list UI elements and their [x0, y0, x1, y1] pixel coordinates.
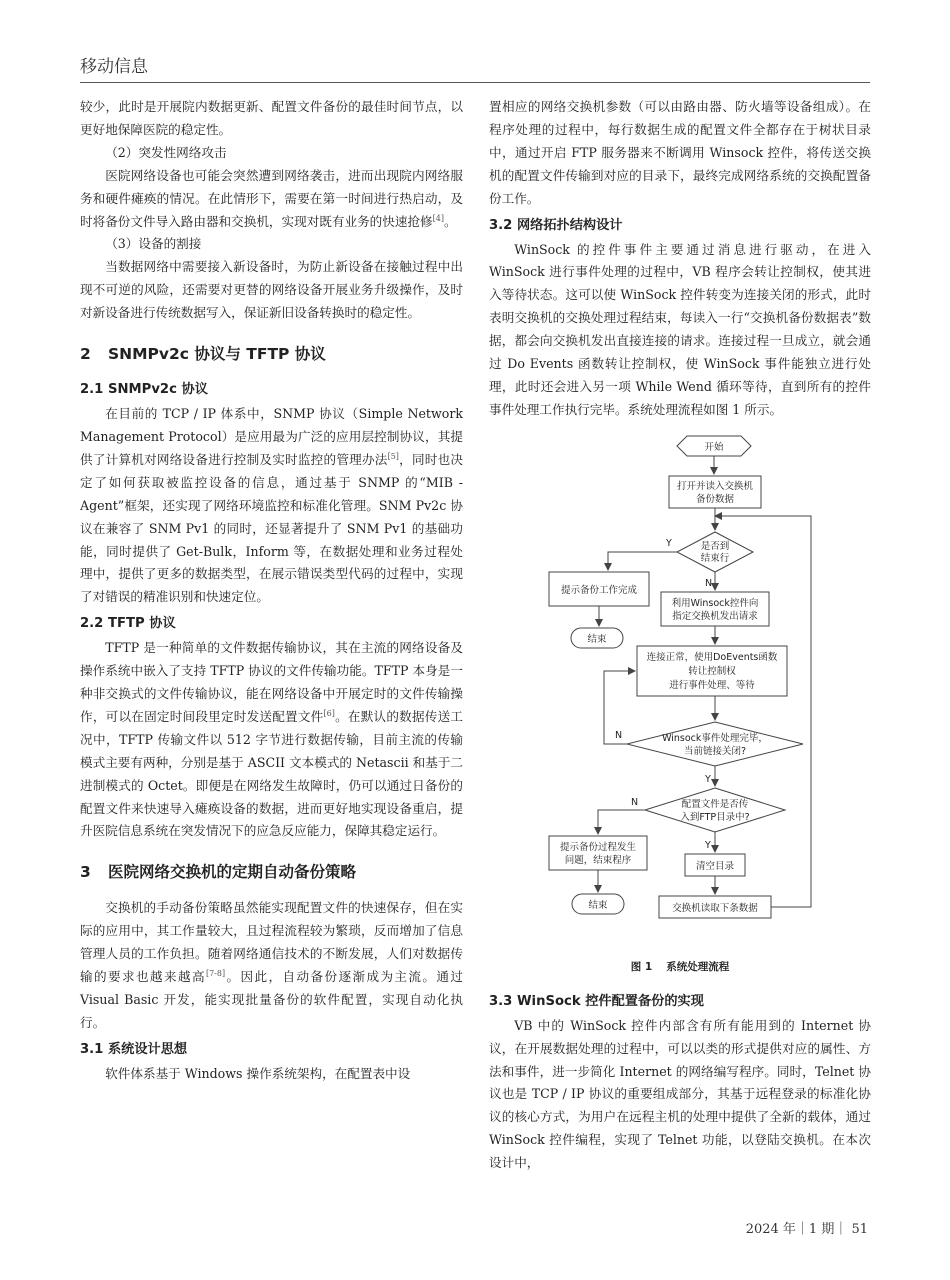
- svg-text:备份数据: 备份数据: [695, 493, 735, 505]
- svg-text:交换机读取下条数据: 交换机读取下条数据: [672, 902, 758, 914]
- svg-text:入到FTP目录中?: 入到FTP目录中?: [680, 811, 750, 823]
- section-heading: 3 医院网络交换机的定期自动备份策略: [80, 863, 357, 882]
- citation: [7-8]: [205, 968, 226, 978]
- paragraph: 医院网络设备也可能会突然遭到网络袭击，进而出现院内网络服务和硬件瘫痪的情况。在此情形下，需要在第一时间进行热启动，及时将备份文件导入路由器和交换机，实现对既有业务的快速抢修[4]。: [80, 167, 463, 229]
- svg-text:Y: Y: [705, 839, 711, 851]
- svg-text:问题，结束程序: 问题，结束程序: [564, 854, 632, 866]
- paragraph: 交换机的手动备份策略虽然能实现配置文件的快速保存，但在实际的应用中，其工作量较大，且过程流程较为繁琐，反而增加了信息管理人员的工作负担。随着网络通信技术的不断发展，人们对数据传输的要求也越来越高[7-8]。因此，自动备份逐渐成为主流。通过 Visual Basic 开发，能实现批量备份的软件配置，实现自动化执行。: [80, 900, 464, 1030]
- svg-text:清空目录: 清空目录: [695, 860, 735, 872]
- svg-text:Y: Y: [666, 537, 672, 549]
- svg-text:配置文件是否传: 配置文件是否传: [681, 798, 749, 810]
- svg-text:N: N: [615, 729, 623, 741]
- svg-text:转让控制权: 转让控制权: [688, 665, 736, 677]
- paragraph: VB 中的 WinSock 控件内部含有所有能用到的 Internet 协议，在开展数据处理的过程中，可以以类的形式提供对应的属性、方法和事件，进一步简化 Internet 的网络编写程序。同时，Telnet 协议也是 TCP / IP 协议的重要组成部分，其基于远程登录的标准化协议的核心方式，为用户在远程主机的处理中提供了全新的载体，通过 WinSock 控件编程，实现了 Telnet 功能，以登陆交换机。在本次设计中，: [489, 1017, 871, 1171]
- flowchart-svg: [489, 434, 871, 954]
- paragraph: 在目前的 TCP / IP 体系中，SNMP 协议（Simple Network Management Protocol）是应用最为广泛的应用层控制协议，其提供了计算机对网络设备进行控制及实时监控的管理办法[5]，同时也决定了如何获取被监控设备的信息，通过基于 SNMP 的“MIB - Agent”框架，还实现了网络环境监控和标准化管理。SNM Pv2c 协议在兼容了 SNM Pv1 的同时，还显著提升了 SNM Pv1 的基础功能，同时提供了 Get-Bulk，Inform 等，在数据处理和业务过程处理中，提供了更多的数据类型，在展示错误类型代码的过程中，实现了对错误的精准识别和快速定位。: [80, 406, 464, 605]
- page-footer: 2024 年｜1 期｜ 51: [745, 1222, 868, 1237]
- subsection-heading: 2.1 SNMPv2c 协议: [80, 382, 208, 398]
- svg-text:进行事件处理、等待: 进行事件处理、等待: [669, 679, 755, 691]
- journal-title: 移动信息: [80, 57, 148, 77]
- svg-text:结束: 结束: [588, 899, 608, 911]
- winsock-decision: [627, 722, 803, 766]
- paragraph: 置相应的网络交换机参数（可以由路由器、防火墙等设备组成）。在程序处理的过程中，每行数据生成的配置文件全都存在于树状目录中，通过开启 FTP 服务器来不断调用 Winsock 控件，将传送交换机的配置文件传输到对应的目录下，最终完成网络系统的交换配置备份工作。: [489, 99, 871, 206]
- svg-text:打开并读入交换机: 打开并读入交换机: [676, 480, 754, 492]
- citation: [5]: [387, 451, 399, 461]
- figure-caption: 图 1 系统处理流程: [630, 960, 730, 973]
- subsection-heading: 3.2 网络拓扑结构设计: [489, 217, 623, 233]
- svg-text:提示备份工作完成: 提示备份工作完成: [560, 584, 638, 596]
- paragraph: WinSock 的控件事件主要通过消息进行驱动，在进入 WinSock 进行事件处理的过程中，VB 程序会转让控制权，使其进入等待状态。这可以使 WinSock 控件转变为连接关闭的形式，此时表明交换机的交换处理过程结束，每读入一行“交换机备份数据表”数据，都会向交换机发出直接连接的请求。连接过程一旦成立，就会通过 Do Events 函数转让控制权，使 WinSock 事件能独立进行处理，此时还会进入另一项 While Wend 循环等待，直到所有的控件事件处理工作执行完毕。系统处理流程如图 1 所示。: [489, 241, 871, 417]
- subsection-heading: 3.3 WinSock 控件配置备份的实现: [489, 993, 704, 1009]
- list-item-heading: （3）设备的割接: [105, 236, 202, 252]
- config-decision: [645, 788, 785, 832]
- svg-text:Winsock事件处理完毕，: Winsock事件处理完毕，: [662, 732, 768, 744]
- svg-text:利用Winsock控件向: 利用Winsock控件向: [671, 597, 759, 609]
- figure-flowchart: [489, 434, 871, 954]
- section-heading: 2 SNMPv2c 协议与 TFTP 协议: [80, 345, 326, 364]
- list-item-heading: （2）突发性网络攻击: [105, 144, 227, 160]
- paragraph: 较少，此时是开展院内数据更新、配置文件备份的最佳时间节点，以更好地保障医院的稳定性。: [80, 99, 463, 137]
- subsection-heading: 2.2 TFTP 协议: [80, 616, 176, 632]
- svg-text:指定交换机发出请求: 指定交换机发出请求: [672, 610, 758, 622]
- citation: [4]: [432, 213, 444, 223]
- svg-text:提示备份过程发生: 提示备份过程发生: [559, 841, 637, 853]
- end-row-decision: [677, 532, 753, 572]
- svg-text:结束行: 结束行: [700, 552, 730, 564]
- paragraph: 当数据网络中需要接入新设备时，为防止新设备在接触过程中出现不可逆的风险，还需要对更替的网络设备开展业务升级操作，及时对新设备进行传统数据写入，保证新旧设备转换时的稳定性。: [80, 259, 463, 321]
- svg-text:结束: 结束: [587, 633, 607, 645]
- paragraph: TFTP 是一种简单的文件数据传输协议，其在主流的网络设备及操作系统中嵌入了支持 TFTP 协议的文件传输功能。TFTP 本身是一种非交换式的文件传输协议，能在网络设备中开展定时的文件传输操作，可以在固定时间段里定时发送配置文件[6]。在默认的数据传送工况中，TFTP 传输文件以 512 字节进行数据传输，目前主流的传输模式主要有两种，分别是基于 ASCII 文本模式的 Netascii 和基于二进制模式的 Octet。即便是在网络发生故障时，仍可以通过日备份的配置文件来快速导入瘫痪设备的数据，进而更好地实现设备重启，提升医院信息系统在突发情况下的应急反应能力，保障其稳定运行。: [80, 640, 464, 839]
- right-column: [489, 96, 871, 1175]
- svg-text:N: N: [705, 577, 713, 589]
- svg-text:当前链接关闭?: 当前链接关闭?: [683, 745, 747, 757]
- start-label: 开始: [704, 441, 724, 453]
- subsection-heading: 3.1 系统设计思想: [80, 1041, 188, 1057]
- svg-text:Y: Y: [705, 773, 711, 785]
- svg-text:连接正常，使用DoEvents函数: 连接正常，使用DoEvents函数: [646, 651, 778, 663]
- paragraph: 软件体系基于 Windows 操作系统架构，在配置表中设: [105, 1065, 411, 1081]
- svg-text:是否到: 是否到: [700, 540, 730, 552]
- svg-text:N: N: [631, 796, 639, 808]
- header-divider: [80, 82, 870, 83]
- left-column: [80, 96, 463, 1086]
- citation: [6]: [323, 708, 335, 718]
